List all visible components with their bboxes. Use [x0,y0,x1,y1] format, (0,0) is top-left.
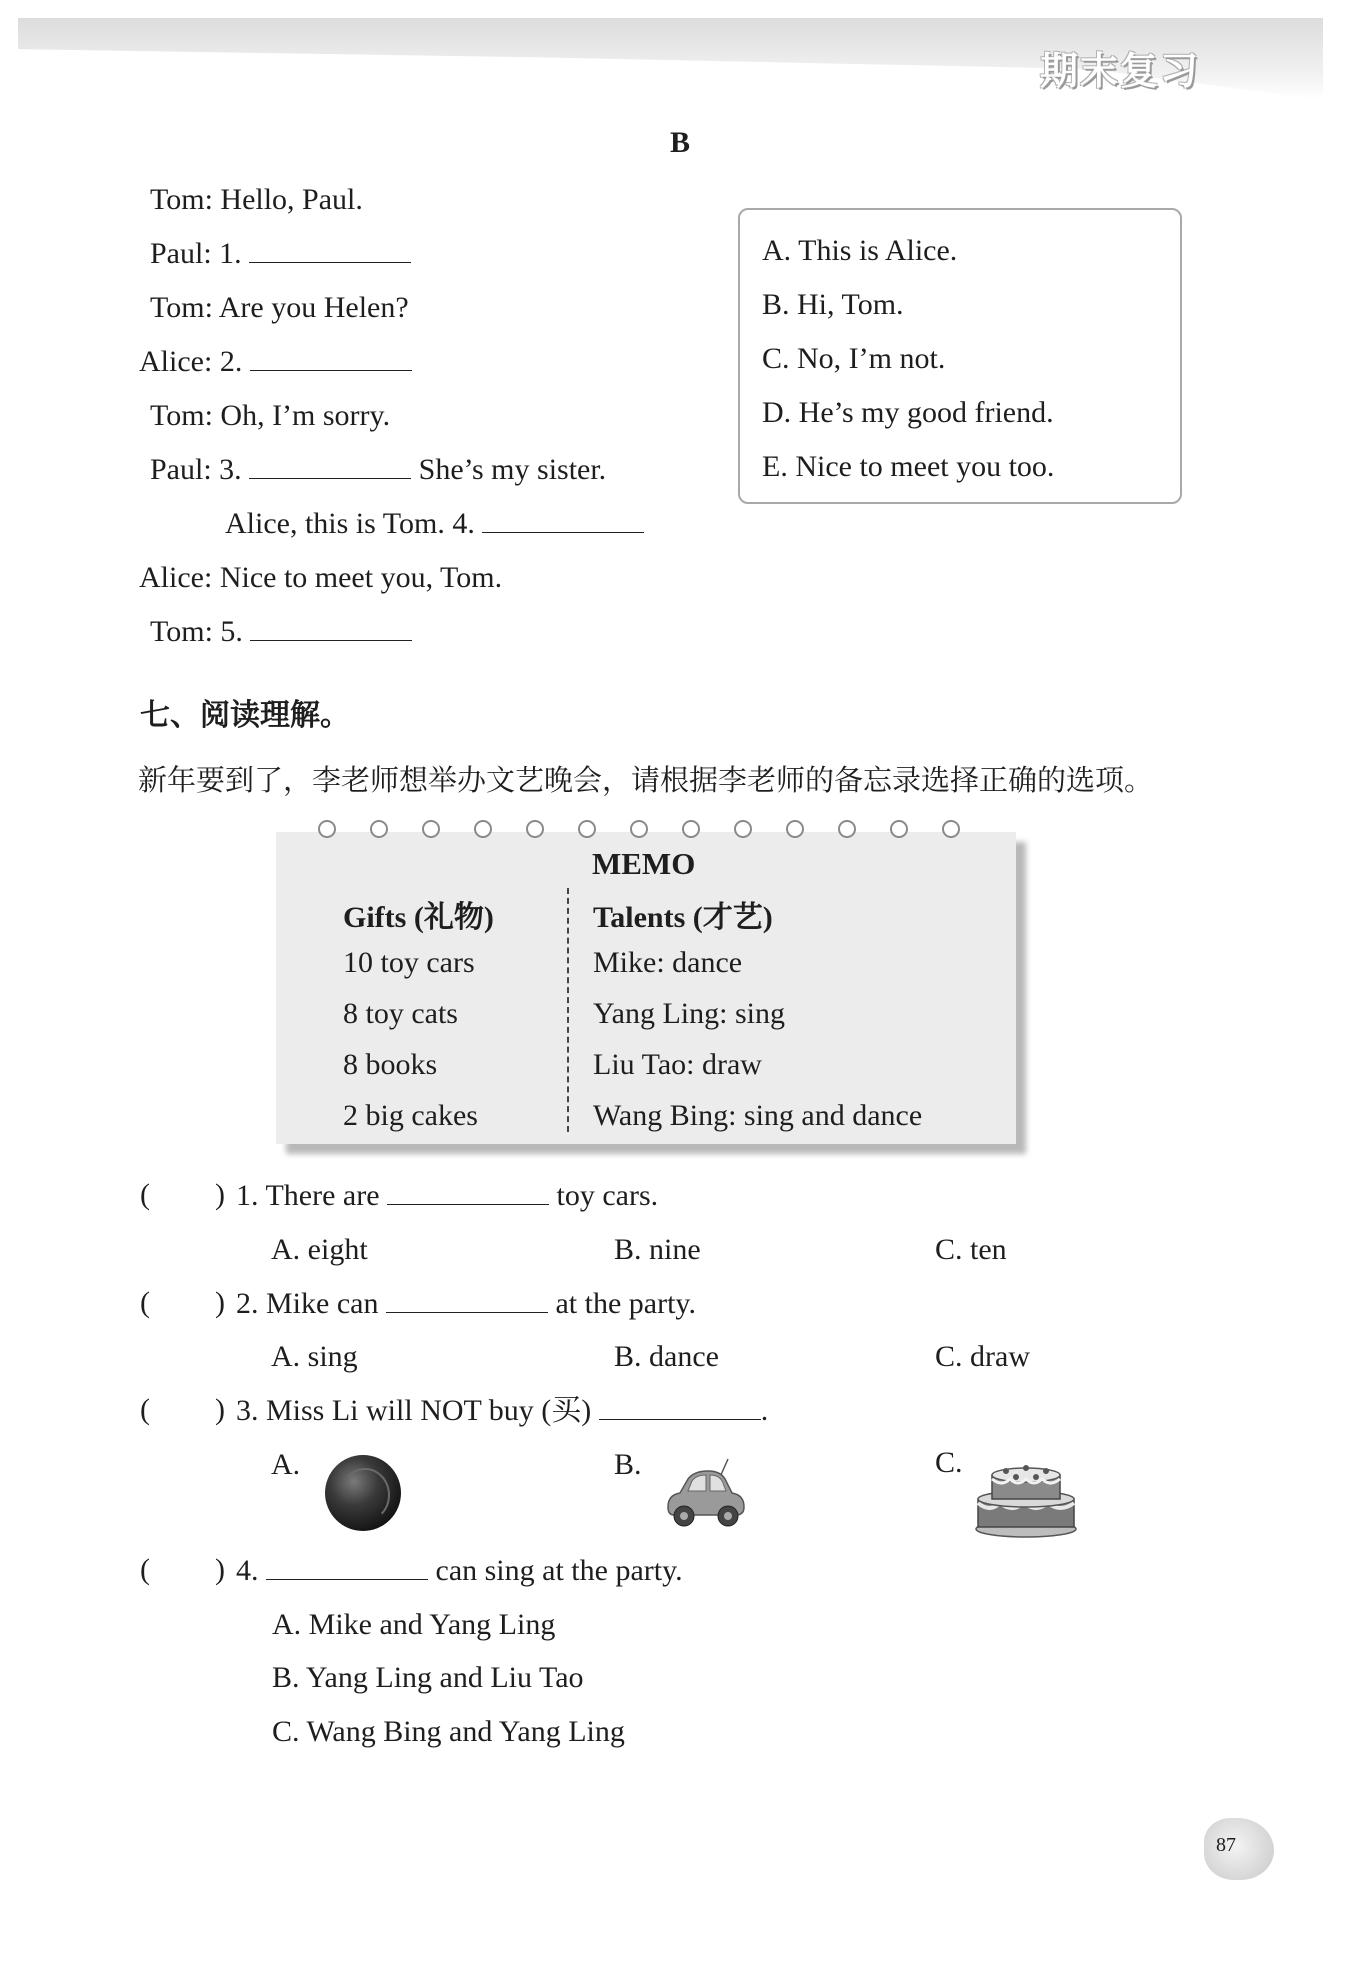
question-2 [236,1286,696,1322]
answer-slot-2[interactable] [160,1284,212,1322]
speaker: Paul: [150,453,212,486]
option-b: B. Hi, Tom. [762,288,904,321]
question-blank [266,1553,428,1580]
q3-option-b: B. [614,1448,642,1481]
gift-item: 2 big cakes [343,1099,478,1132]
answer-blank-1[interactable] [249,236,411,263]
question-1 [236,1178,658,1214]
dialogue-line-1 [150,182,363,218]
option-e: E. Nice to meet you too. [762,450,1055,483]
gifts-header: Gifts (礼物) [343,901,494,934]
question-text: . [760,1394,769,1427]
dialogue-line-5 [150,398,390,434]
answer-paren-open: ( [140,1553,150,1586]
binder-ring [786,820,804,838]
page-number-badge [1204,1818,1274,1880]
toy-car-image [660,1455,750,1535]
header-title: 期末复习 [1040,49,1201,93]
question-text: 3. Miss Li will NOT buy (买) [236,1394,592,1427]
q1-option-c: C. ten [935,1233,1007,1266]
binder-ring [942,820,960,838]
cake-image [970,1453,1082,1543]
instruction-text: 新年要到了，李老师想举办文艺晚会，请根据李老师的备忘录选择正确的选项。 [138,763,1154,797]
question-4 [236,1553,683,1589]
speaker: Tom: [150,183,213,216]
answer-blank-4[interactable] [482,506,644,533]
binder-ring [838,820,856,838]
answer-blank-3[interactable] [249,452,411,479]
answer-slot-3[interactable] [160,1391,212,1429]
question-text: 1. There are [236,1179,380,1212]
dialogue-line-7 [225,506,644,542]
option-d: D. He’s my good friend. [762,396,1054,429]
answer-slot-4[interactable] [160,1551,212,1589]
q4-option-c: C. Wang Bing and Yang Ling [272,1715,625,1748]
blank-number: 5. [220,615,243,648]
question-blank [386,1286,548,1313]
answer-slot-1[interactable] [160,1176,212,1214]
gift-item: 10 toy cars [343,946,475,979]
speaker: Tom: [150,399,213,432]
speaker: Alice: [139,345,213,378]
blank-number: 2. [219,345,243,378]
binder-ring [630,820,648,838]
gift-item: 8 toy cats [343,997,458,1030]
speaker: Tom: [150,615,213,648]
answer-paren-close: ) [215,1393,225,1426]
talent-item: Mike: dance [593,946,743,979]
q3-option-a: A. [271,1448,301,1481]
binder-ring [370,820,388,838]
line-text: Alice, this is Tom. [225,507,445,540]
memo-divider [567,888,569,1132]
talent-item: Yang Ling: sing [593,997,785,1030]
blank-number: 3. [219,453,242,486]
blank-number: 4. [452,507,475,540]
page-number: 87 [1216,1834,1236,1856]
blank-number: 1. [219,237,242,270]
memo-title: MEMO [592,846,696,881]
talent-item: Wang Bing: sing and dance [593,1099,923,1132]
question-blank [599,1393,761,1420]
answer-paren-close: ) [215,1553,225,1586]
binder-ring [890,820,908,838]
dialogue-line-9 [150,614,412,650]
question-text: toy cars. [556,1179,659,1212]
question-text: at the party. [555,1287,696,1320]
binder-ring [682,820,700,838]
question-3 [236,1393,768,1429]
answer-paren-close: ) [215,1178,225,1211]
binder-ring [578,820,596,838]
answer-paren-open: ( [140,1286,150,1319]
answer-paren-open: ( [140,1393,150,1426]
binder-ring [318,820,336,838]
option-c: C. No, I’m not. [762,342,946,375]
binder-ring [734,820,752,838]
q2-option-c: C. draw [935,1340,1030,1373]
q1-option-b: B. nine [614,1233,701,1266]
speaker: Paul: [150,237,212,270]
line-text: Hello, Paul. [220,183,363,216]
line-text: She’s my sister. [418,453,607,486]
answer-paren-open: ( [140,1178,150,1211]
speaker: Tom: [150,291,213,324]
dialogue-line-2 [150,236,411,272]
ball-seam [340,1468,390,1522]
q4-option-a: A. Mike and Yang Ling [272,1608,556,1641]
answer-paren-close: ) [215,1286,225,1319]
dialogue-line-6 [150,452,606,488]
binder-ring [422,820,440,838]
line-text: Nice to meet you, Tom. [219,561,503,594]
talent-item: Liu Tao: draw [593,1048,762,1081]
q3-option-c: C. [935,1446,963,1479]
gift-item: 8 books [343,1048,438,1081]
question-text: 2. Mike can [236,1287,379,1320]
question-text: 4. [236,1554,259,1587]
option-a: A. This is Alice. [762,234,958,267]
dialogue-line-4 [139,344,412,380]
answer-blank-5[interactable] [250,614,412,641]
binder-ring [526,820,544,838]
question-blank [387,1178,549,1205]
question-text: can sing at the party. [435,1554,683,1587]
binder-ring [474,820,492,838]
line-text: Are you Helen? [218,291,409,324]
answer-blank-2[interactable] [250,344,412,371]
speaker: Alice: [139,561,213,594]
section-b-label: B [670,126,691,159]
q2-option-b: B. dance [614,1340,719,1373]
line-text: Oh, I’m sorry. [220,399,391,432]
section-heading: 七、阅读理解。 [140,698,350,733]
dialogue-line-3 [150,290,409,326]
q4-option-b: B. Yang Ling and Liu Tao [272,1661,584,1694]
talents-header: Talents (才艺) [593,901,773,934]
q1-option-a: A. eight [271,1233,368,1266]
q2-option-a: A. sing [271,1340,358,1373]
dialogue-line-8 [139,560,502,596]
